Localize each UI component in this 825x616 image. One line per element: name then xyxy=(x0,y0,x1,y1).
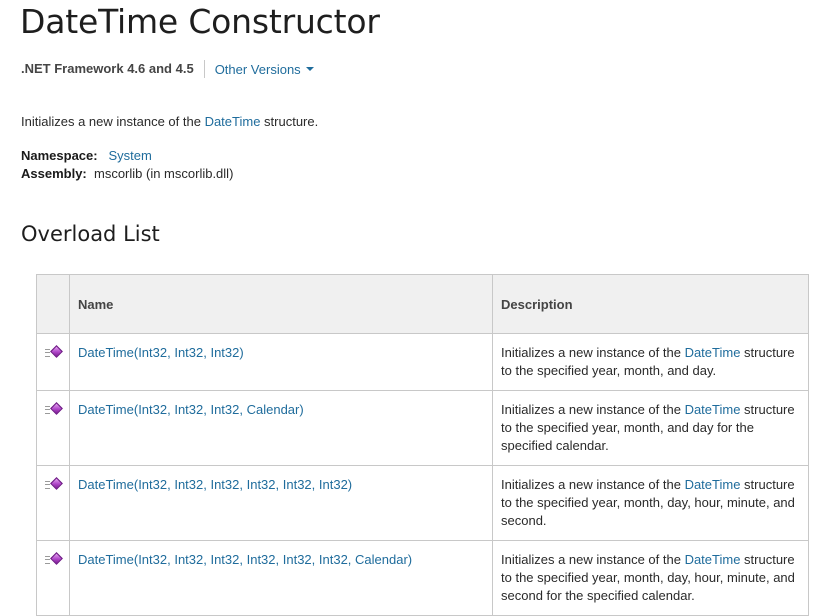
row-icon-cell xyxy=(37,541,70,616)
public-method-icon xyxy=(45,403,61,415)
row-icon-cell xyxy=(37,391,70,466)
row-name-cell xyxy=(70,541,493,616)
assembly-value: mscorlib (in mscorlib.dll) xyxy=(93,166,234,181)
overload-link[interactable]: DateTime(Int32, Int32, Int32, Int32, Int32, Int32) xyxy=(78,477,353,492)
summary-text xyxy=(21,114,318,129)
table-row xyxy=(37,466,809,541)
table-row xyxy=(37,391,809,466)
overload-list-heading: Overload List xyxy=(21,222,160,246)
meta-info xyxy=(21,147,233,183)
table-row xyxy=(37,334,809,391)
desc-suffix: structure to the specified year, month, and day for the specified calendar. xyxy=(501,402,795,453)
namespace-link[interactable]: System xyxy=(108,148,152,163)
row-description-cell xyxy=(493,541,809,616)
desc-prefix: Initializes a new instance of the xyxy=(501,477,685,492)
namespace-row xyxy=(21,147,233,165)
overload-link[interactable]: DateTime(Int32, Int32, Int32, Calendar) xyxy=(78,402,304,417)
datetime-link[interactable]: DateTime xyxy=(684,345,741,360)
assembly-label: Assembly: xyxy=(21,166,87,181)
desc-suffix: structure to the specified year, month, and day. xyxy=(501,345,795,378)
datetime-link[interactable]: DateTime xyxy=(684,402,741,417)
table-header-row xyxy=(37,275,809,334)
datetime-link[interactable]: DateTime xyxy=(684,552,741,567)
overload-table xyxy=(36,274,809,616)
public-method-icon xyxy=(45,553,61,565)
summary-prefix: Initializes a new instance of the xyxy=(21,114,205,129)
public-method-icon xyxy=(45,346,61,358)
assembly-row xyxy=(21,165,233,183)
desc-suffix: structure to the specified year, month, day, hour, minute, and second. xyxy=(501,477,795,528)
overload-link[interactable]: DateTime(Int32, Int32, Int32) xyxy=(78,345,244,360)
icon-column-header xyxy=(37,275,70,334)
other-versions-label[interactable]: Other Versions xyxy=(214,61,301,77)
row-description-cell xyxy=(493,466,809,541)
datetime-link[interactable]: DateTime xyxy=(684,477,741,492)
public-method-icon xyxy=(45,478,61,490)
chevron-down-icon xyxy=(306,67,314,71)
desc-prefix: Initializes a new instance of the xyxy=(501,402,685,417)
version-bar xyxy=(21,59,314,79)
desc-prefix: Initializes a new instance of the xyxy=(501,345,685,360)
summary-suffix: structure. xyxy=(260,114,319,129)
current-version-label: .NET Framework 4.6 and 4.5 xyxy=(21,60,205,78)
desc-suffix: structure to the specified year, month, day, hour, minute, and second for the specified calendar. xyxy=(501,552,795,603)
other-versions-dropdown[interactable] xyxy=(205,62,314,77)
datetime-link[interactable]: DateTime xyxy=(204,114,261,129)
table-row xyxy=(37,541,809,616)
desc-prefix: Initializes a new instance of the xyxy=(501,552,685,567)
row-description-cell xyxy=(493,391,809,466)
page-title: DateTime Constructor xyxy=(20,2,380,41)
description-column-header: Description xyxy=(493,275,809,334)
row-name-cell xyxy=(70,334,493,391)
row-name-cell xyxy=(70,466,493,541)
row-icon-cell xyxy=(37,466,70,541)
namespace-label: Namespace: xyxy=(21,148,98,163)
row-name-cell xyxy=(70,391,493,466)
overload-link[interactable]: DateTime(Int32, Int32, Int32, Int32, Int32, Int32, Calendar) xyxy=(78,552,413,567)
row-description-cell xyxy=(493,334,809,391)
name-column-header: Name xyxy=(70,275,493,334)
row-icon-cell xyxy=(37,334,70,391)
